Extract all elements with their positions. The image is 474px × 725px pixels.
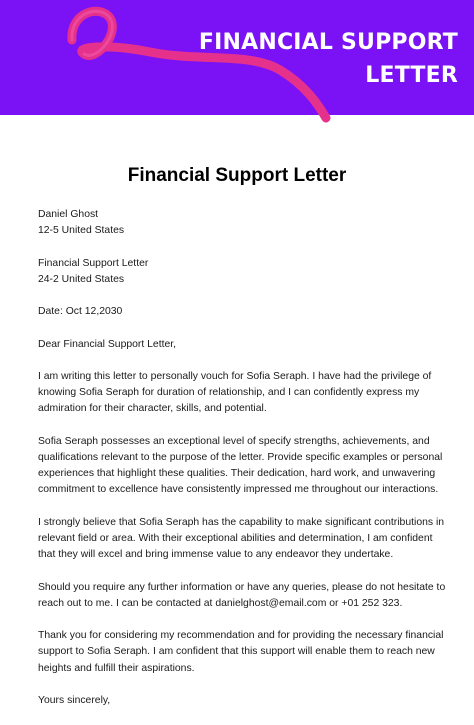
letter-body bbox=[38, 207, 448, 725]
sender-address: 12-5 United States bbox=[38, 225, 125, 237]
banner-title bbox=[198, 26, 458, 92]
sender-block bbox=[38, 207, 448, 239]
banner-title-line1: FINANCIAL SUPPORT bbox=[198, 30, 458, 55]
banner-title-line2: LETTER bbox=[365, 63, 458, 88]
paragraph-2: Sofia Seraph possesses an exceptional level of specify strengths, achievements, and qualifications relevant to the purpose of the letter. Provide specific examples or personal experiences that highlight these qualities. Their dedication, hard work, and unwavering commitment to excellence have consistently impressed me throughout our interactions. bbox=[38, 435, 443, 496]
paragraph-3: I strongly believe that Sofia Seraph has the capability to make significant contributions in relevant field or area. With their exceptional abilities and determination, I am confident that they will excel and bring immense value to any endeavor they undertake. bbox=[38, 516, 445, 561]
salutation: Dear Financial Support Letter, bbox=[38, 338, 177, 350]
recipient-name: Financial Support Letter bbox=[38, 257, 149, 269]
sender-name: Daniel Ghost bbox=[38, 209, 99, 220]
closing: Yours sincerely, bbox=[38, 694, 111, 706]
paragraph-1: I am writing this letter to personally vouch for Sofia Seraph. I have had the privilege of knowing Sofia Seraph for duration of relationship, and I can confidently express my admiration for their character, skills, and potential. bbox=[38, 370, 432, 415]
recipient-address: 24-2 United States bbox=[38, 273, 125, 285]
paragraph-4: Should you require any further information or have any queries, please do not hesitate to reach out to me. I can be contacted at danielghost@email.com or +01 252 323. bbox=[38, 581, 446, 609]
document-title: Financial Support Letter bbox=[127, 165, 347, 186]
recipient-block bbox=[38, 256, 448, 288]
paragraph-5: Thank you for considering my recommendation and for providing the necessary financial support to Sofia Seraph. I am confident that this support will enable them to reach new heights and fulfill their aspirations. bbox=[38, 630, 444, 674]
letter-date: Date: Oct 12,2030 bbox=[38, 306, 123, 318]
header-banner bbox=[0, 0, 474, 115]
